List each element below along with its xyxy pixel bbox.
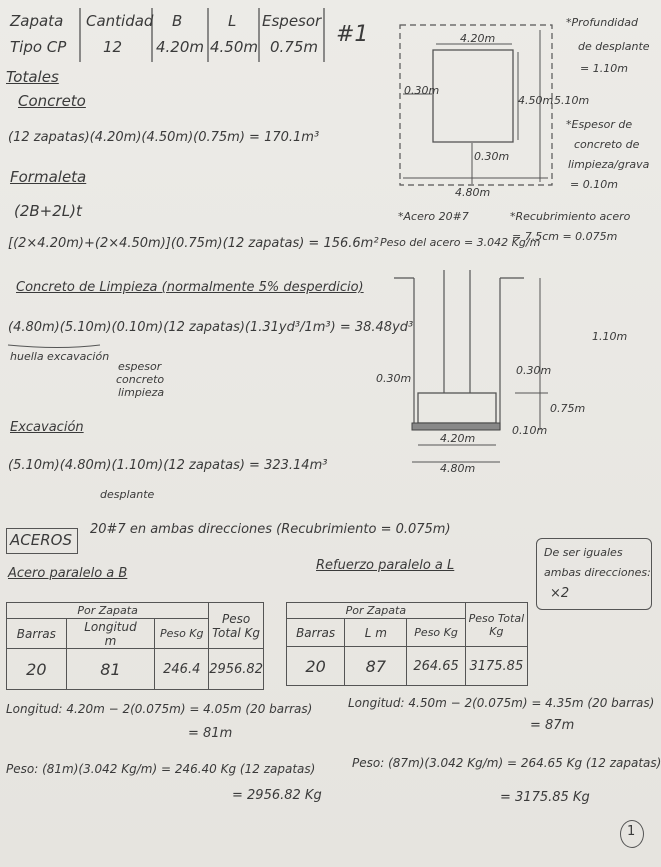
header-b: 4.20m [156,38,205,56]
refuerzo-l-heading: Refuerzo paralelo a L [316,558,455,573]
header-l: 4.50m [210,38,259,56]
totales-heading: Totales [6,68,59,86]
limpieza-note-huella: huella excavación [10,350,110,363]
concreto-heading: Concreto [18,92,86,110]
calc-b-longitud-total: = 81m [188,726,233,741]
acero-b-peso: 246.4 [155,649,209,690]
concreto-formula: (12 zapatas)(4.20m)(4.50m)(0.75m) = 170.1m³ [8,130,320,145]
section-depth: 1.10m [592,330,628,343]
refuerzo-l-peso-header: Peso Kg [407,619,465,647]
excavacion-formula: (5.10m)(4.80m)(1.10m)(12 zapatas) = 323.14m³ [8,458,328,473]
note-esp-1: *Espesor de [566,118,633,131]
iguales-line3: ×2 [550,586,570,601]
refuerzo-l-total: 3175.85 [465,647,527,686]
note-recubrimiento-valor: = 7.5cm = 0.075m [512,230,618,243]
aceros-desc: 20#7 en ambas direcciones (Recubrimiento = 0.075m) [90,522,451,537]
refuerzo-l-barras: 20 [287,647,345,686]
footing-outline [433,50,513,142]
aceros-label: ACEROS [10,531,72,549]
refuerzo-l-total-label: Peso Total [468,611,525,625]
header-espesor-label: Espesor [262,12,322,30]
plan-out-l: 5.10m [554,94,590,107]
acero-b-por-zapata: Por Zapata [7,603,209,619]
acero-b-long-header [66,619,155,649]
page-number: 1 [627,824,636,839]
limpieza-note-espesor: espesor [118,360,162,373]
refuerzo-l-peso: 264.65 [407,647,465,686]
refuerzo-l-barras-header: Barras [287,619,345,647]
calc-l-peso: Peso: (87m)(3.042 Kg/m) = 264.65 Kg (12 zapatas) [352,756,661,770]
acero-b-total-unit: Total Kg [212,625,261,640]
limpieza-note-limpieza: limpieza [118,386,165,399]
header-tipo: Tipo CP [10,38,67,56]
plan-b: 4.20m [460,32,496,45]
acero-b-total-header [209,603,264,649]
iguales-line2: ambas direcciones: [544,566,651,579]
acero-b-long-label: Longitud [84,619,137,634]
calc-b-peso-total: = 2956.82 Kg [232,788,322,803]
note-peso-acero: Peso del acero = 3.042 Kg/m [380,236,541,249]
section-b: 4.20m [440,432,476,445]
header-zapata: Zapata [10,12,64,30]
note-prof-2: de desplante [578,40,650,53]
refuerzo-l-total-unit: Kg [489,624,504,638]
acero-b-barras: 20 [7,649,67,690]
acero-b-barras-header: Barras [7,619,67,649]
calc-b-longitud: Longitud: 4.20m − 2(0.075m) = 4.05m (20 barras) [6,702,313,716]
header-cantidad-label: Cantidad [86,12,154,30]
section-clean: 0.10m [512,424,548,437]
refuerzo-l-total-header [465,603,527,647]
refuerzo-l-por-zapata: Por Zapata [287,603,466,619]
footing-number: #1 [336,22,369,47]
refuerzo-l-long-header: L m [345,619,407,647]
formaleta-heading: Formaleta [10,168,87,186]
note-acero: *Acero 20#7 [398,210,469,223]
acero-b-long-unit: m [104,633,117,648]
formaleta-formula: [(2×4.20m)+(2×4.50m)](0.75m)(12 zapatas) = 156.6m² [8,236,379,251]
limpieza-note-concreto: concreto [116,373,165,386]
plan-offset-bottom: 0.30m [474,150,510,163]
acero-b-long: 81 [66,649,155,690]
calc-l-peso-total: = 3175.85 Kg [500,790,590,805]
section-out: 4.80m [440,462,476,475]
note-recubrimiento: *Recubrimiento acero [510,210,631,223]
plan-out-b: 4.80m [455,186,491,199]
acero-b-peso-header: Peso Kg [155,619,209,649]
header-b-label: B [172,12,183,30]
calc-l-longitud-total: = 87m [530,718,575,733]
acero-b-heading: Acero paralelo a B [8,566,128,581]
section-right-offset: 0.30m [516,364,552,377]
note-esp-4: = 0.10m [570,178,618,191]
note-esp-2: concreto de [574,138,640,151]
iguales-line1: De ser iguales [544,546,623,559]
limpieza-heading: Concreto de Limpieza (normalmente 5% desperdicio) [16,280,364,295]
acero-b-table [6,602,264,690]
header-l-label: L [228,12,237,30]
acero-b-total-label: Peso [221,611,251,626]
note-prof-1: *Profundidad [566,16,638,29]
section-left-offset: 0.30m [376,372,412,385]
formaleta-general: (2B+2L)t [14,202,82,220]
note-prof-3: = 1.10m [580,62,628,75]
calc-b-peso: Peso: (81m)(3.042 Kg/m) = 246.40 Kg (12 zapatas) [6,762,316,776]
plan-offset-left: 0.30m [404,84,440,97]
section-thickness: 0.75m [550,402,586,415]
excavacion-heading: Excavación [10,420,84,435]
plan-l: 4.50m [518,94,554,107]
note-esp-3: limpieza/grava [568,158,650,171]
excavacion-note: desplante [100,488,155,501]
clean-concrete-layer [412,423,500,430]
acero-b-total: 2956.82 [209,649,264,690]
header-espesor: 0.75m [270,38,319,56]
limpieza-formula: (4.80m)(5.10m)(0.10m)(12 zapatas)(1.31yd³/1m³) = 38.48yd³ [8,320,414,335]
calc-l-longitud: Longitud: 4.50m − 2(0.075m) = 4.35m (20 barras) [348,696,655,710]
refuerzo-l-long: 87 [345,647,407,686]
header-cantidad: 12 [103,38,123,56]
refuerzo-l-table [286,602,528,686]
